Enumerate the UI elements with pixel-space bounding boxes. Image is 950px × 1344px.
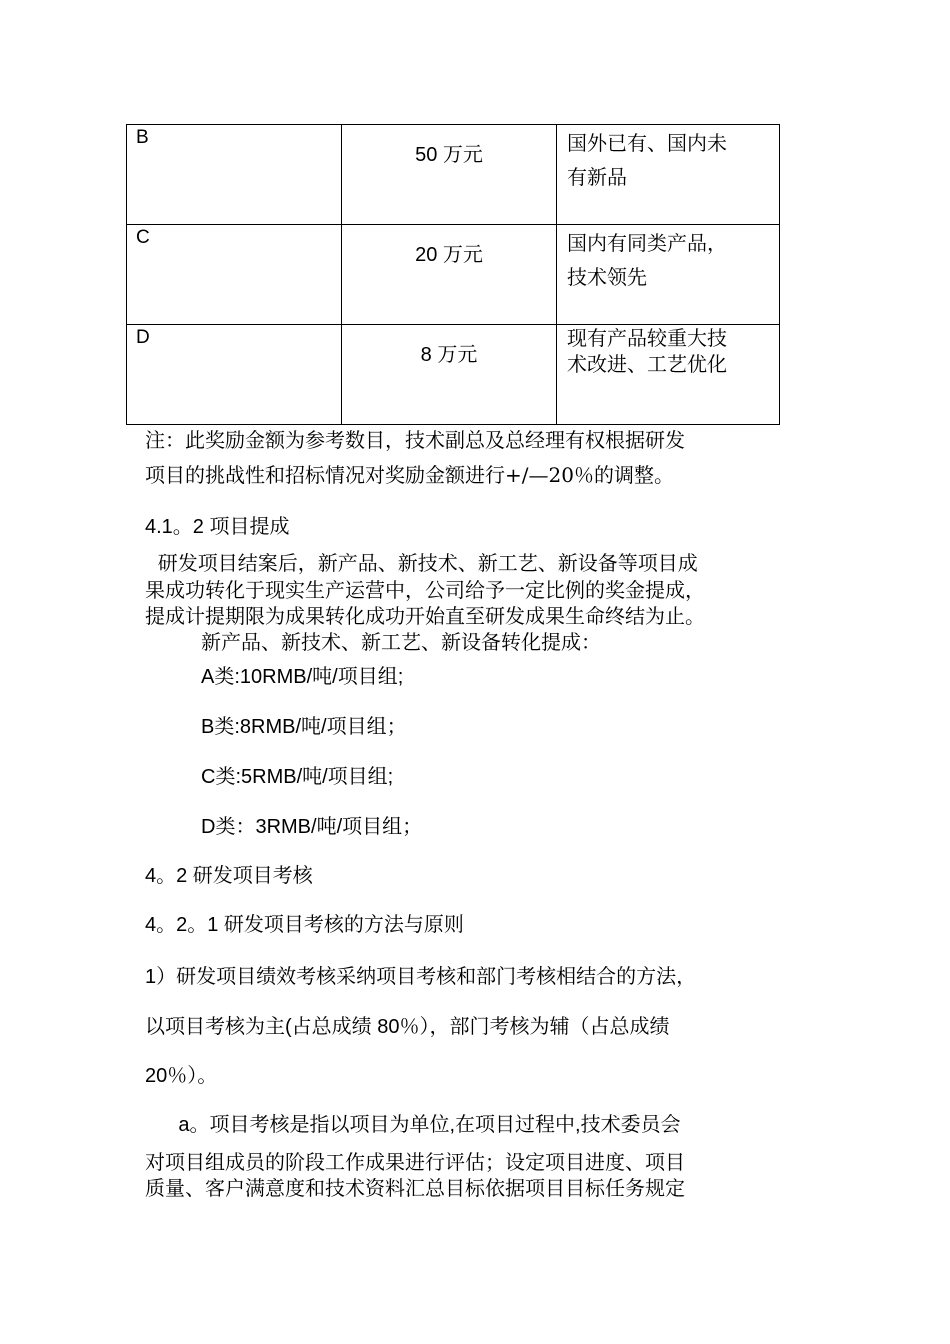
- description-line: 国外已有、国内未: [567, 131, 727, 155]
- amount-cell: [342, 125, 557, 225]
- description-cell: [557, 125, 780, 225]
- paragraph-line: 对项目组成员的阶段工作成果进行评估；设定项目进度、项目: [145, 1150, 685, 1174]
- class-label: C: [136, 227, 150, 248]
- description-line: 现有产品较重大技: [567, 326, 727, 350]
- subsection-heading: 4。2。1 研发项目考核的方法与原则: [145, 914, 464, 936]
- paragraph-line: 质量、客户满意度和技术资料汇总目标依据项目目标任务规定: [145, 1176, 685, 1200]
- amount-cell: [342, 325, 557, 425]
- description-line: 国内有同类产品，: [567, 231, 727, 255]
- class-cell: [127, 125, 342, 225]
- description-cell: [557, 325, 780, 425]
- class-label: D: [136, 327, 150, 348]
- amount-cell: [342, 225, 557, 325]
- amount-value: 20 万元: [415, 244, 483, 266]
- list-item: C类:5RMB/吨/项目组;: [201, 766, 394, 788]
- class-cell: [127, 225, 342, 325]
- award-table: [126, 124, 780, 425]
- section-heading: 4。2 研发项目考核: [145, 865, 313, 887]
- paragraph-line: 研发项目结案后，新产品、新技术、新工艺、新设备等项目成: [145, 551, 698, 575]
- amount-value: 50 万元: [415, 144, 483, 166]
- paragraph-line: 20％）。: [145, 1065, 218, 1087]
- description-line: 术改进、工艺优化: [567, 352, 727, 376]
- list-item: D类：3RMB/吨/项目组；: [201, 816, 423, 838]
- table-row: [127, 225, 780, 325]
- list-item: B类:8RMB/吨/项目组；: [201, 716, 407, 738]
- description-cell: [557, 225, 780, 325]
- table-row: [127, 325, 780, 425]
- table-row: [127, 125, 780, 225]
- paragraph-line: 以项目考核为主(占总成绩 80％），部门考核为辅（占总成绩: [145, 1016, 670, 1038]
- class-label: B: [136, 127, 149, 148]
- paragraph-line: a。项目考核是指以项目为单位,在项目过程中,技术委员会: [145, 1114, 681, 1136]
- section-heading: 4.1。2 项目提成: [145, 516, 290, 538]
- description-line: 技术领先: [567, 265, 647, 289]
- paragraph-line: 果成功转化于现实生产运营中，公司给予一定比例的奖金提成，: [145, 578, 705, 602]
- class-cell: [127, 325, 342, 425]
- paragraph-line: 提成计提期限为成果转化成功开始直至研发成果生命终结为止。: [145, 604, 705, 628]
- list-intro: 新产品、新技术、新工艺、新设备转化提成：: [201, 630, 601, 654]
- paragraph-line: 1）研发项目绩效考核采纳项目考核和部门考核相结合的方法，: [145, 966, 697, 988]
- amount-value: 8 万元: [420, 344, 478, 366]
- description-line: 有新品: [567, 165, 627, 189]
- note-line: 项目的挑战性和招标情况对奖励金额进行+/—20％的调整。: [145, 463, 674, 487]
- list-item: A类:10RMB/吨/项目组;: [201, 666, 404, 688]
- note-line: 注：此奖励金额为参考数目，技术副总及总经理有权根据研发: [145, 428, 685, 452]
